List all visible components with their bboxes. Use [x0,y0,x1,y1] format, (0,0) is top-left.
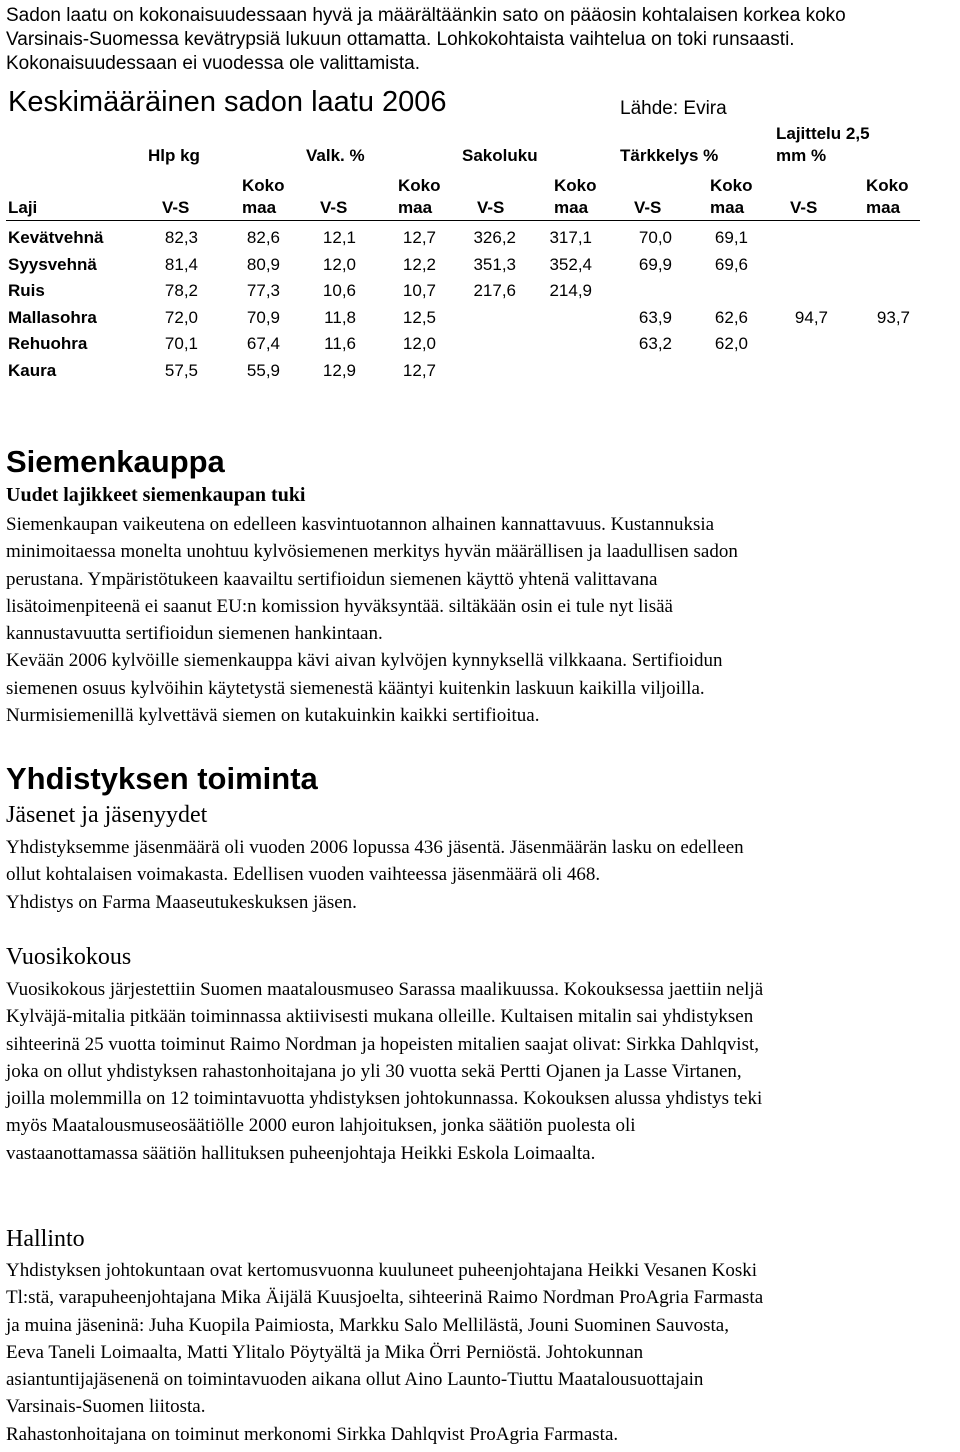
text-line: Rahastonhoitajana on toiminut merkonomi Sirkka Dahlqvist ProAgria Farmasta. [6,1423,619,1445]
paragraph-hallinto [6,1257,763,1448]
group-header-sakoluku: Sakoluku [462,146,538,165]
text-line: siemenen osuus kylvöihin käytetystä siemenestä kääntyi kuitenkin laskuun kaikilla viljoilla. [6,677,705,699]
subheading-hallinto: Hallinto [6,1226,85,1252]
table-cell: 69,6 [714,254,748,274]
table-cell: 62,0 [714,334,748,354]
table-cell: 82,3 [164,228,198,247]
table-cell: 317,1 [549,228,592,247]
table-cell: 81,4 [164,254,198,274]
table-cell: 69,9 [638,254,672,274]
table-cell: 12,2 [402,254,436,274]
table-cell: 11,8 [324,307,356,327]
table-row-label: Ruis [8,281,45,301]
table-cell: 63,9 [638,307,672,327]
table-cell: 214,9 [549,281,592,301]
table-cell: 70,0 [638,228,672,247]
text-line: Nurmisiemenillä kylvettävä siemen on kutakuinkin kaikki sertifioitua. [6,705,540,727]
table-cell: 12,0 [402,334,436,354]
table-cell: 82,6 [246,228,280,247]
table-cell: 72,0 [164,307,198,327]
text-line: Varsinais-Suomen liitosta. [6,1396,206,1418]
table-cell: 12,5 [402,307,436,327]
text-line: joilla molemmilla on 12 toimintavuotta yhdistyksen johtokunnassa. Kokouksen alussa yhdistys teki [6,1088,763,1110]
intro-line: Varsinais-Suomessa kevätrypsiä lukuun ottamatta. Lohkokohtaista vaihtelua on toki runsaasti. [6,29,795,50]
table-cell: 351,3 [473,254,516,274]
text-line: joka on ollut yhdistyksen rahastonhoitajana jo yli 30 vuotta sekä Pertti Ojanen ja Lasse Virtanen, [6,1060,742,1082]
table-cell: 12,9 [322,361,356,380]
table-cell: 77,3 [246,281,280,301]
text-line: minimoitaessa monelta unohtuu kylvösiemenen merkitys hyvän määrällisen ja laadullisen sadon [6,541,738,563]
intro-line: Sadon laatu on kokonaisuudessaan hyvä ja määrältäänkin sato on pääosin kohtalaisen korkea koko [6,5,846,26]
text-line: kannustavuutta sertifioidun siemenen hankintaan. [6,623,383,645]
table-cell: 12,0 [322,254,356,274]
group-header-tarkkelys: Tärkkelys % [620,146,719,165]
column-header-koko: Koko [242,176,285,195]
column-header-vs: V-S [790,198,818,217]
text-line: Eeva Taneli Loimaalta, Matti Ylitalo Pöytyältä ja Mika Örri Perniöstä. Johtokunnan [6,1341,644,1363]
text-line: perustana. Ympäristötukeen kaavailtu sertifioidun siemenen käyttö yhtenä valittavana [6,568,658,590]
intro-line: Kokonaisuudessaan ei vuodessa ole valittamista. [6,53,421,74]
table-row-label: Rehuohra [8,334,88,354]
subheading-vuosikokous: Vuosikokous [6,944,132,970]
column-header-koko: Koko [398,176,441,195]
column-header-maa: maa [710,198,745,217]
text-line: vastaanottamassa säätiön hallituksen puheenjohtaja Heikki Eskola Loimaalta. [6,1142,596,1164]
table-cell: 55,9 [246,361,280,380]
column-header-koko: Koko [554,176,597,195]
table-cell: 94,7 [794,307,828,327]
text-line: myös Maatalousmuseosäätiölle 2000 euron lahjoituksen, jonka säätiön puolesta oli [6,1115,636,1137]
text-line: Kylväjä-mitalia pitkään toiminnassa aktiivisesti mukana olleille. Kultaisen mitalin sai yhdistyksen [6,1006,754,1028]
table-cell: 67,4 [246,334,280,354]
table-row-label: Kevätvehnä [8,228,104,247]
table-cell: 80,9 [246,254,280,274]
group-header-lajittelu-unit: mm % [776,146,827,165]
table-cell: 12,7 [402,361,436,380]
table-cell: 326,2 [473,228,516,247]
text-line: ja muina jäseninä: Juha Kuopila Paimiosta, Markku Salo Mellilästä, Jouni Suominen Sauvosta, [6,1314,729,1336]
table-cell: 78,2 [164,281,198,301]
column-header-vs: V-S [477,198,505,217]
table-cell: 12,1 [322,228,356,247]
column-header-vs: V-S [162,198,190,217]
table-cell: 11,6 [324,334,356,354]
subheading-uudet-lajikkeet: Uudet lajikkeet siemenkaupan tuki [6,484,306,506]
column-header-vs: V-S [634,198,662,217]
group-header-valk: Valk. % [306,146,365,165]
table-cell: 70,9 [246,307,280,327]
table-cell: 57,5 [164,361,198,380]
table-row-label: Kaura [8,361,57,380]
table-cell: 12,7 [402,228,436,247]
group-header-hlp: Hlp kg [148,146,200,165]
section-heading-siemenkauppa: Siemenkauppa [6,444,225,479]
text-line: asiantuntijajäsenenä on toimintavuoden aikana ollut Aino Launto-Tiuttu Maatalousuottajain [6,1369,704,1391]
text-line: Yhdistys on Farma Maaseutukeskuksen jäsen. [6,891,357,913]
group-header-lajittelu: Lajittelu 2,5 [776,124,870,143]
table-cell: 352,4 [549,254,592,274]
text-line: lisätoimenpiteenä ei saanut EU:n komission hyväksyntää. siltäkään osin ei tule nyt lisää [6,595,673,617]
table-header-rule [6,220,920,221]
text-line: Yhdistyksen johtokuntaan ovat kertomusvuonna kuuluneet puheenjohtajana Heikki Vesanen Koski [6,1260,758,1281]
paragraph-vuosikokous [6,976,763,1167]
text-line: ollut kohtalaisen voimakasta. Edellisen vuoden vaihteessa jäsenmäärä oli 468. [6,864,601,886]
text-line: Siemenkaupan vaikeutena on edelleen kasvintuotannon alhainen kannattavuus. Kustannuksia [6,514,715,535]
column-header-maa: maa [398,198,433,217]
table-row-label: Syysvehnä [8,254,97,274]
column-header-koko: Koko [710,176,753,195]
column-header-laji: Laji [8,198,38,217]
text-line: sihteerinä 25 vuotta toiminut Raimo Nordman ja hopeisten mitalien saajat olivat: Sirkka Dahlqvist, [6,1033,759,1055]
table-row-label: Mallasohra [8,307,97,327]
text-line: Yhdistyksemme jäsenmäärä oli vuoden 2006 lopussa 436 jäsentä. Jäsenmäärän lasku on edelleen [6,837,744,858]
intro-paragraph [6,4,846,76]
column-header-maa: maa [866,198,901,217]
text-line: Kevään 2006 kylvöille siemenkauppa kävi aivan kylvöjen kynnyksellä vilkkaana. Sertifioidun [6,650,723,672]
table-cell: 217,6 [473,281,516,301]
text-line: Tl:stä, varapuheenjohtajana Mika Äijälä Kuusjoelta, sihteerinä Raimo Nordman ProAgria Farmasta [6,1287,764,1309]
table-cell: 69,1 [714,228,748,247]
table-cell: 62,6 [714,307,748,327]
table-title: Keskimääräinen sadon laatu 2006 [8,86,447,118]
column-header-maa: maa [242,198,277,217]
table-cell: 10,7 [402,281,436,301]
paragraph-jasenet [6,834,744,916]
subheading-jasenet: Jäsenet ja jäsenyydet [6,802,208,828]
table-cell: 10,6 [322,281,356,301]
column-header-vs: V-S [320,198,348,217]
section-heading-yhdistyksen-toiminta: Yhdistyksen toiminta [6,761,318,796]
column-header-koko: Koko [866,176,909,195]
table-cell: 93,7 [876,307,910,327]
text-line: Vuosikokous järjestettiin Suomen maatalousmuseo Sarassa maalikuussa. Kokouksessa jaettiin neljä [6,979,764,1000]
table-cell: 63,2 [638,334,672,354]
paragraph-siemenkauppa [6,511,738,729]
table-cell: 70,1 [164,334,198,354]
column-header-maa: maa [554,198,589,217]
table-source: Lähde: Evira [620,98,727,119]
